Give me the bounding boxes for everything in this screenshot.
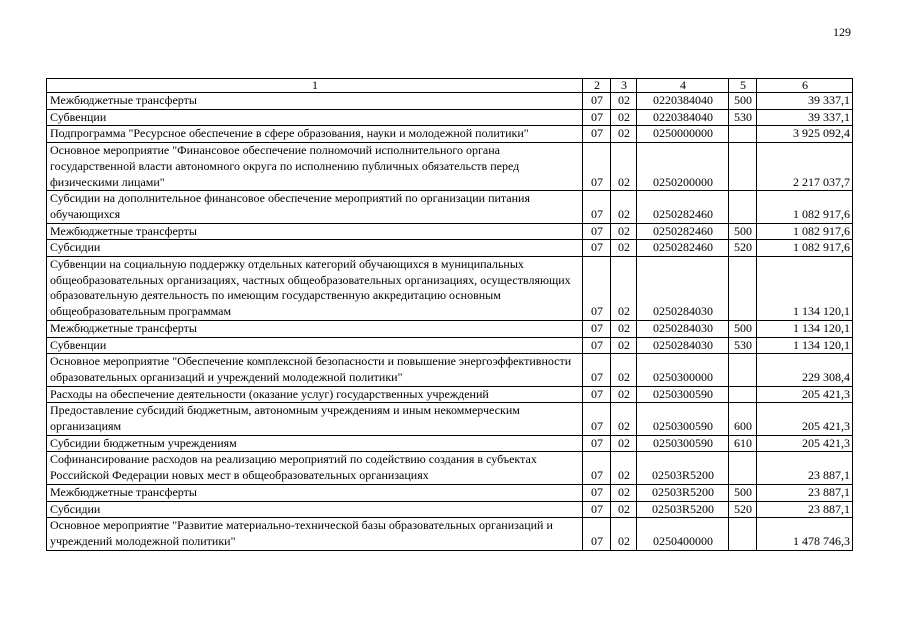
row-target-article: 0250300590 xyxy=(637,386,729,403)
row-name: Основное мероприятие "Обеспечение комплексной безопасности и повышение энергоэффективности образовательных организаций и учреждений молодежной политики" xyxy=(47,354,583,386)
row-expense-type: 520 xyxy=(729,501,757,518)
row-target-article: 0250282460 xyxy=(637,240,729,257)
row-section: 07 xyxy=(583,320,611,337)
row-name: Субсидии бюджетным учреждениям xyxy=(47,435,583,452)
column-header: 4 xyxy=(637,79,729,93)
row-amount: 1 082 917,6 xyxy=(757,240,853,257)
row-target-article: 0250284030 xyxy=(637,257,729,321)
row-expense-type: 610 xyxy=(729,435,757,452)
row-expense-type xyxy=(729,191,757,223)
row-name: Субвенции xyxy=(47,337,583,354)
row-name: Основное мероприятие "Развитие материально-технической базы образовательных организаций и учреждений молодежной политики" xyxy=(47,518,583,550)
column-header: 5 xyxy=(729,79,757,93)
row-expense-type xyxy=(729,386,757,403)
table-row xyxy=(47,354,853,386)
table-row xyxy=(47,240,853,257)
column-header: 1 xyxy=(47,79,583,93)
row-subsection: 02 xyxy=(611,320,637,337)
row-section: 07 xyxy=(583,240,611,257)
row-subsection: 02 xyxy=(611,501,637,518)
row-expense-type xyxy=(729,126,757,143)
row-subsection: 02 xyxy=(611,452,637,484)
row-section: 07 xyxy=(583,452,611,484)
row-name: Межбюджетные трансферты xyxy=(47,223,583,240)
row-section: 07 xyxy=(583,109,611,126)
row-expense-type: 500 xyxy=(729,93,757,110)
row-amount: 205 421,3 xyxy=(757,435,853,452)
row-target-article: 0250300590 xyxy=(637,403,729,435)
table-row xyxy=(47,452,853,484)
row-target-article: 0250284030 xyxy=(637,320,729,337)
row-name: Расходы на обеспечение деятельности (оказание услуг) государственных учреждений xyxy=(47,386,583,403)
table-row xyxy=(47,337,853,354)
row-target-article: 02503R5200 xyxy=(637,501,729,518)
row-name: Межбюджетные трансферты xyxy=(47,484,583,501)
row-section: 07 xyxy=(583,143,611,191)
row-section: 07 xyxy=(583,257,611,321)
row-expense-type: 600 xyxy=(729,403,757,435)
row-section: 07 xyxy=(583,435,611,452)
row-subsection: 02 xyxy=(611,386,637,403)
row-amount: 1 134 120,1 xyxy=(757,337,853,354)
row-name: Софинансирование расходов на реализацию мероприятий по содействию создания в субъектах Российской Федерации новых мест в общеобразовательных организациях xyxy=(47,452,583,484)
row-subsection: 02 xyxy=(611,93,637,110)
row-subsection: 02 xyxy=(611,240,637,257)
row-target-article: 0250000000 xyxy=(637,126,729,143)
row-amount: 1 134 120,1 xyxy=(757,320,853,337)
table-row xyxy=(47,223,853,240)
row-subsection: 02 xyxy=(611,109,637,126)
row-amount: 1 082 917,6 xyxy=(757,223,853,240)
row-amount: 23 887,1 xyxy=(757,501,853,518)
row-amount: 3 925 092,4 xyxy=(757,126,853,143)
table-row xyxy=(47,518,853,550)
row-section: 07 xyxy=(583,337,611,354)
table-row xyxy=(47,320,853,337)
row-expense-type xyxy=(729,518,757,550)
row-expense-type: 530 xyxy=(729,109,757,126)
row-expense-type xyxy=(729,257,757,321)
row-target-article: 0220384040 xyxy=(637,109,729,126)
row-expense-type xyxy=(729,143,757,191)
row-target-article: 0250282460 xyxy=(637,191,729,223)
table-header-row xyxy=(47,79,853,93)
row-amount: 205 421,3 xyxy=(757,403,853,435)
row-target-article: 0220384040 xyxy=(637,93,729,110)
row-section: 07 xyxy=(583,191,611,223)
row-subsection: 02 xyxy=(611,143,637,191)
table-row xyxy=(47,109,853,126)
page-number: 129 xyxy=(833,25,851,39)
table-row xyxy=(47,403,853,435)
table-row xyxy=(47,501,853,518)
row-section: 07 xyxy=(583,126,611,143)
row-amount: 229 308,4 xyxy=(757,354,853,386)
row-target-article: 0250282460 xyxy=(637,223,729,240)
row-section: 07 xyxy=(583,93,611,110)
row-name: Подпрограмма "Ресурсное обеспечение в сфере образования, науки и молодежной политики" xyxy=(47,126,583,143)
row-amount: 2 217 037,7 xyxy=(757,143,853,191)
row-expense-type: 530 xyxy=(729,337,757,354)
row-expense-type: 500 xyxy=(729,223,757,240)
row-name: Субсидии на дополнительное финансовое обеспечение мероприятий по организации питания обучающихся xyxy=(47,191,583,223)
row-section: 07 xyxy=(583,386,611,403)
row-name: Субвенции на социальную поддержку отдельных категорий обучающихся в муниципальных общеобразовательных организациях, частных общеобразовательных организациях, осуществляющих образовательную деятельность по имеющим государственную аккредитацию основным общеобразовательным программам xyxy=(47,257,583,321)
table-row xyxy=(47,126,853,143)
row-expense-type: 520 xyxy=(729,240,757,257)
row-target-article: 0250400000 xyxy=(637,518,729,550)
table-row xyxy=(47,257,853,321)
row-amount: 205 421,3 xyxy=(757,386,853,403)
row-section: 07 xyxy=(583,501,611,518)
row-name: Межбюджетные трансферты xyxy=(47,320,583,337)
row-amount: 39 337,1 xyxy=(757,93,853,110)
table-row xyxy=(47,435,853,452)
row-amount: 23 887,1 xyxy=(757,452,853,484)
row-subsection: 02 xyxy=(611,337,637,354)
row-amount: 23 887,1 xyxy=(757,484,853,501)
row-target-article: 0250284030 xyxy=(637,337,729,354)
row-amount: 1 082 917,6 xyxy=(757,191,853,223)
row-name: Основное мероприятие "Финансовое обеспечение полномочий исполнительного органа государственной власти автономного округа по исполнению публичных обязательств перед физическими лицами" xyxy=(47,143,583,191)
row-expense-type xyxy=(729,354,757,386)
row-subsection: 02 xyxy=(611,435,637,452)
row-expense-type: 500 xyxy=(729,320,757,337)
row-target-article: 02503R5200 xyxy=(637,484,729,501)
row-subsection: 02 xyxy=(611,518,637,550)
row-target-article: 0250300590 xyxy=(637,435,729,452)
row-subsection: 02 xyxy=(611,223,637,240)
row-subsection: 02 xyxy=(611,257,637,321)
row-expense-type xyxy=(729,452,757,484)
row-amount: 1 478 746,3 xyxy=(757,518,853,550)
row-subsection: 02 xyxy=(611,191,637,223)
row-subsection: 02 xyxy=(611,484,637,501)
row-name: Предоставление субсидий бюджетным, автономным учреждениям и иным некоммерческим организациям xyxy=(47,403,583,435)
row-section: 07 xyxy=(583,518,611,550)
row-name: Субсидии xyxy=(47,501,583,518)
table-row xyxy=(47,143,853,191)
row-section: 07 xyxy=(583,354,611,386)
column-header: 6 xyxy=(757,79,853,93)
budget-table xyxy=(46,78,853,551)
row-target-article: 0250300000 xyxy=(637,354,729,386)
row-subsection: 02 xyxy=(611,403,637,435)
table-row xyxy=(47,484,853,501)
row-name: Межбюджетные трансферты xyxy=(47,93,583,110)
row-subsection: 02 xyxy=(611,354,637,386)
row-section: 07 xyxy=(583,223,611,240)
row-subsection: 02 xyxy=(611,126,637,143)
row-name: Субсидии xyxy=(47,240,583,257)
row-amount: 1 134 120,1 xyxy=(757,257,853,321)
row-amount: 39 337,1 xyxy=(757,109,853,126)
column-header: 3 xyxy=(611,79,637,93)
table-row xyxy=(47,191,853,223)
column-header: 2 xyxy=(583,79,611,93)
row-section: 07 xyxy=(583,403,611,435)
row-expense-type: 500 xyxy=(729,484,757,501)
table-row xyxy=(47,93,853,110)
table-row xyxy=(47,386,853,403)
row-section: 07 xyxy=(583,484,611,501)
row-target-article: 02503R5200 xyxy=(637,452,729,484)
row-target-article: 0250200000 xyxy=(637,143,729,191)
row-name: Субвенции xyxy=(47,109,583,126)
